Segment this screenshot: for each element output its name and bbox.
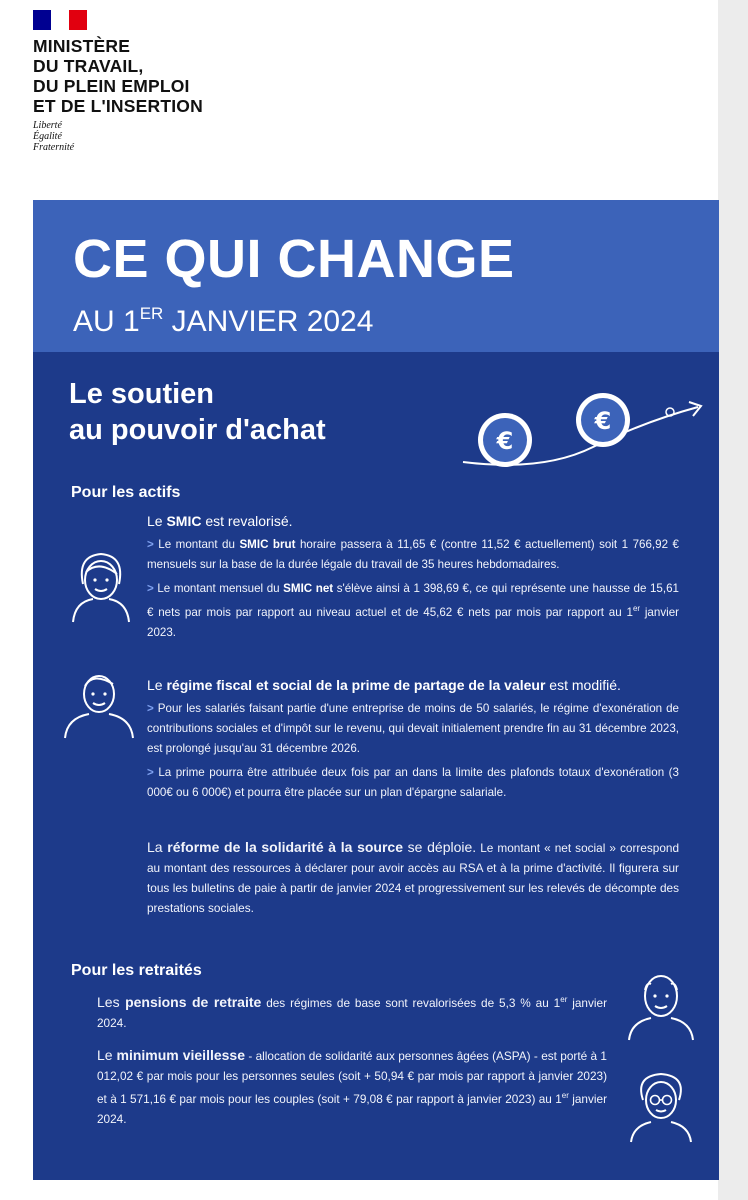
coin-symbol: € xyxy=(594,407,612,435)
section-title-line: Le soutien xyxy=(69,378,215,410)
ministry-header xyxy=(33,10,203,153)
bullet-arrow-icon: > xyxy=(147,582,154,595)
bullet-arrow-icon: > xyxy=(147,538,154,551)
text: janvier 2023. xyxy=(147,605,679,639)
banner-sub-text: AU 1 xyxy=(73,305,140,338)
banner-sub-text: JANVIER 2024 xyxy=(163,305,374,338)
text: s'élève ainsi à 1 398,69 €, ce qui représente une hausse de 15,61 € nets par mois par rapport au niveau actuel et de 45,62 € nets par mois par rapport au 1 xyxy=(147,582,679,619)
prime-bullet-1 xyxy=(147,699,679,759)
text: Le montant mensuel du xyxy=(157,582,284,595)
minimum-text xyxy=(97,1046,607,1129)
text-bold: SMIC brut xyxy=(239,538,296,551)
bullet-arrow-icon: > xyxy=(147,702,154,715)
footer-band xyxy=(33,1162,389,1180)
text: horaire passera à 11,65 € (contre 11,52 € actuellement) soit 1 766,92 € mensuels sur la base de la durée légale du travail de 35 heures hebdomadaires. xyxy=(147,538,679,571)
text-bold: minimum vieillesse xyxy=(116,1047,245,1063)
ministry-line: DU TRAVAIL, xyxy=(33,56,144,76)
sup: er xyxy=(560,995,568,1004)
text-bold: SMIC net xyxy=(283,582,334,595)
euro-coins-icon xyxy=(453,392,713,472)
pensions-block xyxy=(97,990,607,1033)
retiree-woman-icon xyxy=(627,1068,695,1144)
text: Pour les salariés faisant partie d'une entreprise de moins de 50 salariés, le régime d'exonération de contributions sociales et d'impôt sur le revenu, qui devait initialement prendre fin au 31 décembre 2023, est prolongé jusqu'au 31 décembre 2026. xyxy=(147,702,679,755)
banner-title: CE QUI CHANGE xyxy=(73,229,515,289)
section-title-line: au pouvoir d'achat xyxy=(69,414,326,446)
text: janvier 2024. xyxy=(97,995,608,1030)
text: est modifié. xyxy=(545,677,621,693)
text-bold: régime fiscal et social de la prime de partage de la valeur xyxy=(166,677,546,693)
sup: er xyxy=(632,604,641,613)
coin-symbol: € xyxy=(496,427,514,455)
section-title xyxy=(69,376,326,448)
smic-bullet-brut xyxy=(147,535,679,575)
text-bold: SMIC xyxy=(166,513,202,529)
ministry-line: DU PLEIN EMPLOI xyxy=(33,76,190,96)
republic-motto xyxy=(33,120,203,153)
text: Le montant du xyxy=(158,538,240,551)
text: janvier 2024. xyxy=(97,1091,607,1126)
motto-line: Fraternité xyxy=(33,142,75,153)
actifs-heading: Pour les actifs xyxy=(71,484,181,501)
worker-man-icon xyxy=(63,668,135,740)
text-bold: réforme de la solidarité à la source xyxy=(167,839,404,855)
text: Les xyxy=(97,993,126,1010)
motto-line: Égalité xyxy=(33,131,62,142)
reforme-block xyxy=(147,838,679,918)
ministry-name xyxy=(33,36,203,116)
main-panel xyxy=(33,352,719,1180)
retiree-man-icon xyxy=(627,966,695,1042)
smic-block xyxy=(147,512,679,643)
text: est revalorisé. xyxy=(201,513,293,529)
text: Le montant « net social » correspond au montant des ressources à déclarer pour avoir accès au RSA et à la prime d'activité. Il figurera sur tous les bulletins de paie à partir de janvier 2024 et progressivement sur les relevés de décompte des prestations sociales. xyxy=(147,841,680,915)
banner-sub-sup: ER xyxy=(139,304,164,323)
text: Le xyxy=(147,513,167,529)
prime-block xyxy=(147,676,679,803)
smic-title xyxy=(147,512,679,531)
retraites-heading: Pour les retraités xyxy=(71,962,202,979)
page-edge xyxy=(718,0,748,1200)
text: se déploie. xyxy=(403,839,477,855)
text-bold: pensions de retraite xyxy=(125,993,262,1010)
bullet-arrow-icon: > xyxy=(147,766,154,779)
ministry-line: MINISTÈRE xyxy=(33,36,131,56)
worker-woman-icon xyxy=(69,550,133,624)
text: Le xyxy=(147,677,167,693)
text: La xyxy=(147,839,168,855)
title-banner xyxy=(33,200,719,352)
text: des régimes de base sont revalorisées de 5,3 % au 1 xyxy=(261,995,561,1010)
banner-subtitle xyxy=(73,296,373,340)
motto-line: Liberté xyxy=(33,120,62,131)
prime-title xyxy=(147,676,679,695)
prime-bullet-2 xyxy=(147,763,679,803)
smic-bullet-net xyxy=(147,579,679,643)
sup: er xyxy=(561,1091,569,1100)
minimum-block xyxy=(97,1046,607,1129)
text: La prime pourra être attribuée deux fois par an dans la limite des plafonds totaux d'exonération (3 000€ ou 6 000€) et pourra être placée sur un plan d'épargne salariale. xyxy=(147,766,679,799)
text: Le xyxy=(97,1047,117,1063)
pensions-text xyxy=(97,990,607,1033)
french-flag-icon xyxy=(33,10,87,30)
ministry-line: ET DE L'INSERTION xyxy=(33,96,203,116)
text: - allocation de solidarité aux personnes âgées (ASPA) - est porté à 1 012,02 € par mois pour les personnes seules (soit + 50,94 € par mois par rapport à janvier 2023) et à 1 571,16 € par mois pour les couples (soit + 79,08 € par rapport à janvier 2023) au 1 xyxy=(97,1049,607,1106)
